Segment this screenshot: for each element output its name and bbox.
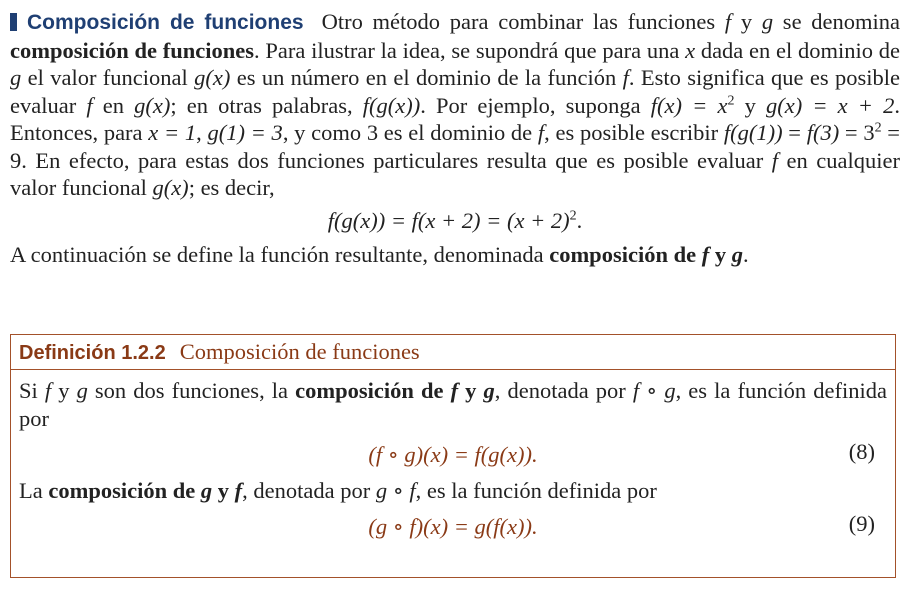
math-var: f [44, 378, 52, 403]
definition-label: Definición 1.2.2 [19, 342, 166, 364]
math-expr: g ∘ f [375, 478, 416, 503]
text-run: . [576, 207, 583, 233]
bold-term: y [709, 242, 732, 267]
bold-term: composición de funciones [10, 37, 255, 63]
text-run: = [839, 120, 864, 145]
math-expr: g(x) [152, 175, 189, 200]
text-run: = [782, 120, 807, 145]
math-expr: g(x) [134, 92, 171, 118]
text-run: . Esto significa que es posible evaluar [10, 65, 900, 118]
bold-term: y [458, 378, 484, 403]
equation-9-number: (9) [848, 511, 875, 536]
composition-section [10, 8, 900, 269]
display-equation [10, 207, 900, 235]
text-run: ; es decir, [188, 175, 275, 200]
text-run: , denotada por [494, 378, 633, 403]
definition-title: Composición de funciones [179, 339, 420, 364]
text-run: en cualquier valor funcional [10, 147, 900, 200]
text-run: y [51, 378, 77, 403]
text-run: son dos funciones, la [87, 378, 296, 403]
text-run: . Para ilustrar la idea, se supondrá que para una [254, 37, 686, 63]
text-run: . Por ejemplo, suponga [420, 92, 651, 118]
math-expr: x = 1 [148, 120, 197, 145]
math-number: 3 [863, 120, 875, 145]
bold-term: composición de [549, 242, 702, 267]
math-expr: g(x) [194, 65, 231, 90]
math-exponent: 2 [874, 120, 882, 136]
text-run: dada en el dominio de [695, 37, 900, 63]
text-run: , [196, 120, 208, 145]
intro-paragraph [10, 8, 900, 202]
text-run: es un número en el dominio de la función [230, 65, 623, 90]
equation-8 [19, 433, 887, 477]
text-run: , denotada por [242, 478, 376, 503]
math-var: x [685, 37, 696, 63]
math-var: f [234, 478, 243, 503]
display-equation-body: f(g(x)) = f(x + 2) = (x + 2) [327, 207, 570, 233]
text-run: en [92, 92, 135, 118]
math-expr: g(1) = 3 [207, 120, 283, 145]
math-var: f [701, 242, 710, 267]
equation-8-formula: (f ∘ g)(x) = f(g(x)). [368, 442, 538, 467]
equation-8-number: (8) [848, 439, 875, 464]
text-run: . Entonces, para [10, 92, 900, 145]
text-run: Otro método para combinar las funciones [321, 9, 725, 34]
math-var: f [771, 147, 778, 173]
text-run: . [742, 242, 749, 267]
math-expr: = 9 [10, 120, 900, 173]
definition-body [11, 370, 895, 549]
math-var: f [86, 92, 93, 118]
math-var: f [450, 378, 459, 403]
math-var: g [200, 478, 213, 503]
math-expr: f(g(1)) [723, 120, 783, 145]
math-exponent: 2 [569, 208, 577, 223]
section-heading: Composición de funciones [27, 11, 304, 34]
math-expr: f(x) = x [650, 92, 728, 118]
text-run: La [19, 478, 49, 503]
text-run: , es posible escribir [544, 120, 724, 145]
math-expr: f(3) [806, 120, 840, 145]
math-var: f [537, 120, 545, 145]
transition-paragraph [10, 241, 900, 269]
math-var: g [731, 242, 743, 267]
definition-header [11, 335, 895, 370]
text-run: y [731, 9, 762, 34]
math-var: g [76, 378, 88, 403]
equation-9 [19, 505, 887, 549]
text-run: . En efecto, para estas dos funciones particulares resulta que es posible evaluar [21, 147, 772, 173]
text-run: se denomina [773, 9, 901, 34]
text-run: , y como 3 es el dominio de [282, 120, 538, 145]
text-run: el valor funcional [21, 65, 195, 90]
text-run: ; en otras palabras, [170, 92, 363, 118]
definition-line-1 [19, 377, 887, 433]
bold-term: y [212, 478, 235, 503]
math-var: f [724, 9, 732, 34]
text-run: A continuación se define la función resultante, denominada [10, 242, 550, 267]
math-exponent: 2 [727, 93, 735, 108]
text-run: , es la función definida por [415, 478, 657, 503]
bold-term: composición de [48, 478, 201, 503]
math-var: g [10, 65, 22, 90]
equation-9-formula: (g ∘ f)(x) = g(f(x)). [368, 514, 538, 539]
math-expr: g(x) = x + 2 [765, 92, 895, 118]
math-expr: f(g(x)) [362, 92, 421, 118]
section-bullet-square [10, 13, 17, 31]
math-var: f [622, 65, 629, 90]
math-var: g [761, 9, 774, 34]
definition-line-2 [19, 477, 887, 505]
math-var: g [483, 378, 495, 403]
text-run: , es la función definida por [19, 378, 887, 431]
text-run: y [734, 92, 766, 118]
text-run: Si [19, 378, 45, 403]
definition-box [10, 334, 896, 578]
bold-term: composición de [295, 378, 451, 403]
math-expr: f ∘ g [632, 378, 676, 403]
